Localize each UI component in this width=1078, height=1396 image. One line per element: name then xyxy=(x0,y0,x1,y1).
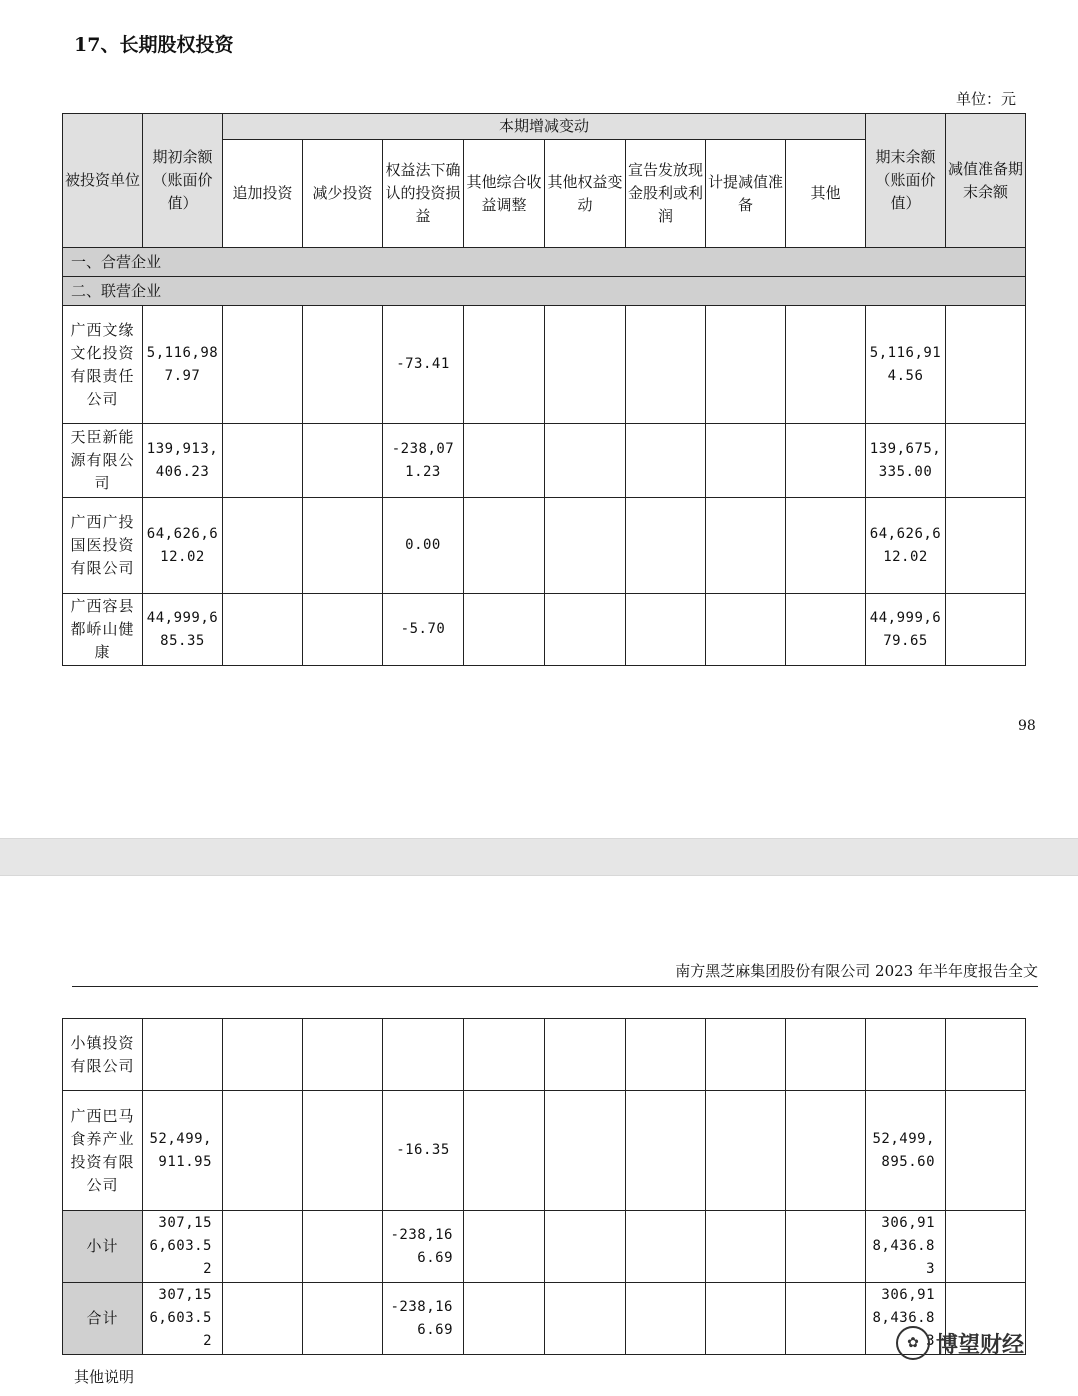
equity-income-value: -238,071.23 xyxy=(383,424,464,498)
total-row xyxy=(63,1283,1026,1355)
watermark-text: 博望财经 xyxy=(936,1332,1025,1358)
header-oci: 其他综合收益调整 xyxy=(464,140,545,248)
closing-value: 139,675,335.00 xyxy=(866,424,946,498)
closing-value: 64,626,612.02 xyxy=(866,498,946,594)
section-assoc: 二、联营企业 xyxy=(63,277,1026,306)
header-dividend: 宣告发放现金股利或利润 xyxy=(626,140,706,248)
investee-name: 广西文缘文化投资有限责任公司 xyxy=(63,306,143,424)
header-add: 追加投资 xyxy=(223,140,303,248)
table-row xyxy=(63,594,1026,666)
equity-income-value xyxy=(383,1019,464,1091)
header-impairment: 计提减值准备 xyxy=(706,140,786,248)
table-row xyxy=(63,1019,1026,1091)
closing-value: 5,116,914.56 xyxy=(866,306,946,424)
equity-investment-table-continued xyxy=(62,1018,1026,1355)
investee-name: 小镇投资有限公司 xyxy=(63,1019,143,1091)
opening-value: 52,499,911.95 xyxy=(143,1091,223,1211)
other-note-label: 其他说明 xyxy=(74,1368,135,1386)
opening-value: 139,913,406.23 xyxy=(143,424,223,498)
header-opening: 期初余额（账面价值） xyxy=(143,114,223,248)
section-jv: 一、合营企业 xyxy=(63,248,1026,277)
opening-value: 5,116,987.97 xyxy=(143,306,223,424)
investee-name: 广西巴马食养产业投资有限公司 xyxy=(63,1091,143,1211)
table-row xyxy=(63,424,1026,498)
table-row xyxy=(63,1091,1026,1211)
subtotal-label: 小计 xyxy=(63,1211,143,1283)
investee-name: 天臣新能源有限公司 xyxy=(63,424,143,498)
total-equity-income: -238,166.69 xyxy=(383,1283,464,1355)
investee-name: 广西容县都峤山健康 xyxy=(63,594,143,666)
page-number: 98 xyxy=(1018,718,1036,734)
header-rule xyxy=(72,986,1038,987)
total-label: 合计 xyxy=(63,1283,143,1355)
equity-investment-table xyxy=(62,113,1026,666)
header-change-group: 本期增减变动 xyxy=(223,114,866,140)
opening-value: 64,626,612.02 xyxy=(143,498,223,594)
header-other: 其他 xyxy=(786,140,866,248)
equity-income-value: -5.70 xyxy=(383,594,464,666)
equity-income-value: -73.41 xyxy=(383,306,464,424)
opening-value xyxy=(143,1019,223,1091)
section-title: 17、长期股权投资 xyxy=(74,34,234,56)
table-row xyxy=(63,306,1026,424)
subtotal-row xyxy=(63,1211,1026,1283)
unit-label: 单位：元 xyxy=(955,90,1016,108)
header-closing: 期末余额（账面价值） xyxy=(866,114,946,248)
running-header: 南方黑芝麻集团股份有限公司 2023 年半年度报告全文 xyxy=(675,962,1038,980)
equity-income-value: -16.35 xyxy=(383,1091,464,1211)
header-reduce: 减少投资 xyxy=(303,140,383,248)
header-investee: 被投资单位 xyxy=(63,114,143,248)
header-equity-income: 权益法下确认的投资损益 xyxy=(383,140,464,248)
wechat-icon: ✿ xyxy=(896,1326,930,1360)
page-gap xyxy=(0,838,1078,876)
header-other-equity: 其他权益变动 xyxy=(545,140,626,248)
closing-value: 52,499,895.60 xyxy=(866,1091,946,1211)
investee-name: 广西广投国医投资有限公司 xyxy=(63,498,143,594)
watermark xyxy=(896,1326,1024,1360)
table-row xyxy=(63,498,1026,594)
total-closing: 306,918,436.83 xyxy=(866,1283,946,1355)
header-impairment-end: 减值准备期末余额 xyxy=(946,114,1026,248)
closing-value xyxy=(866,1019,946,1091)
subtotal-closing: 306,918,436.83 xyxy=(866,1211,946,1283)
subtotal-opening: 307,156,603.52 xyxy=(143,1211,223,1283)
total-opening: 307,156,603.52 xyxy=(143,1283,223,1355)
equity-income-value: 0.00 xyxy=(383,498,464,594)
subtotal-equity-income: -238,166.69 xyxy=(383,1211,464,1283)
closing-value: 44,999,679.65 xyxy=(866,594,946,666)
opening-value: 44,999,685.35 xyxy=(143,594,223,666)
